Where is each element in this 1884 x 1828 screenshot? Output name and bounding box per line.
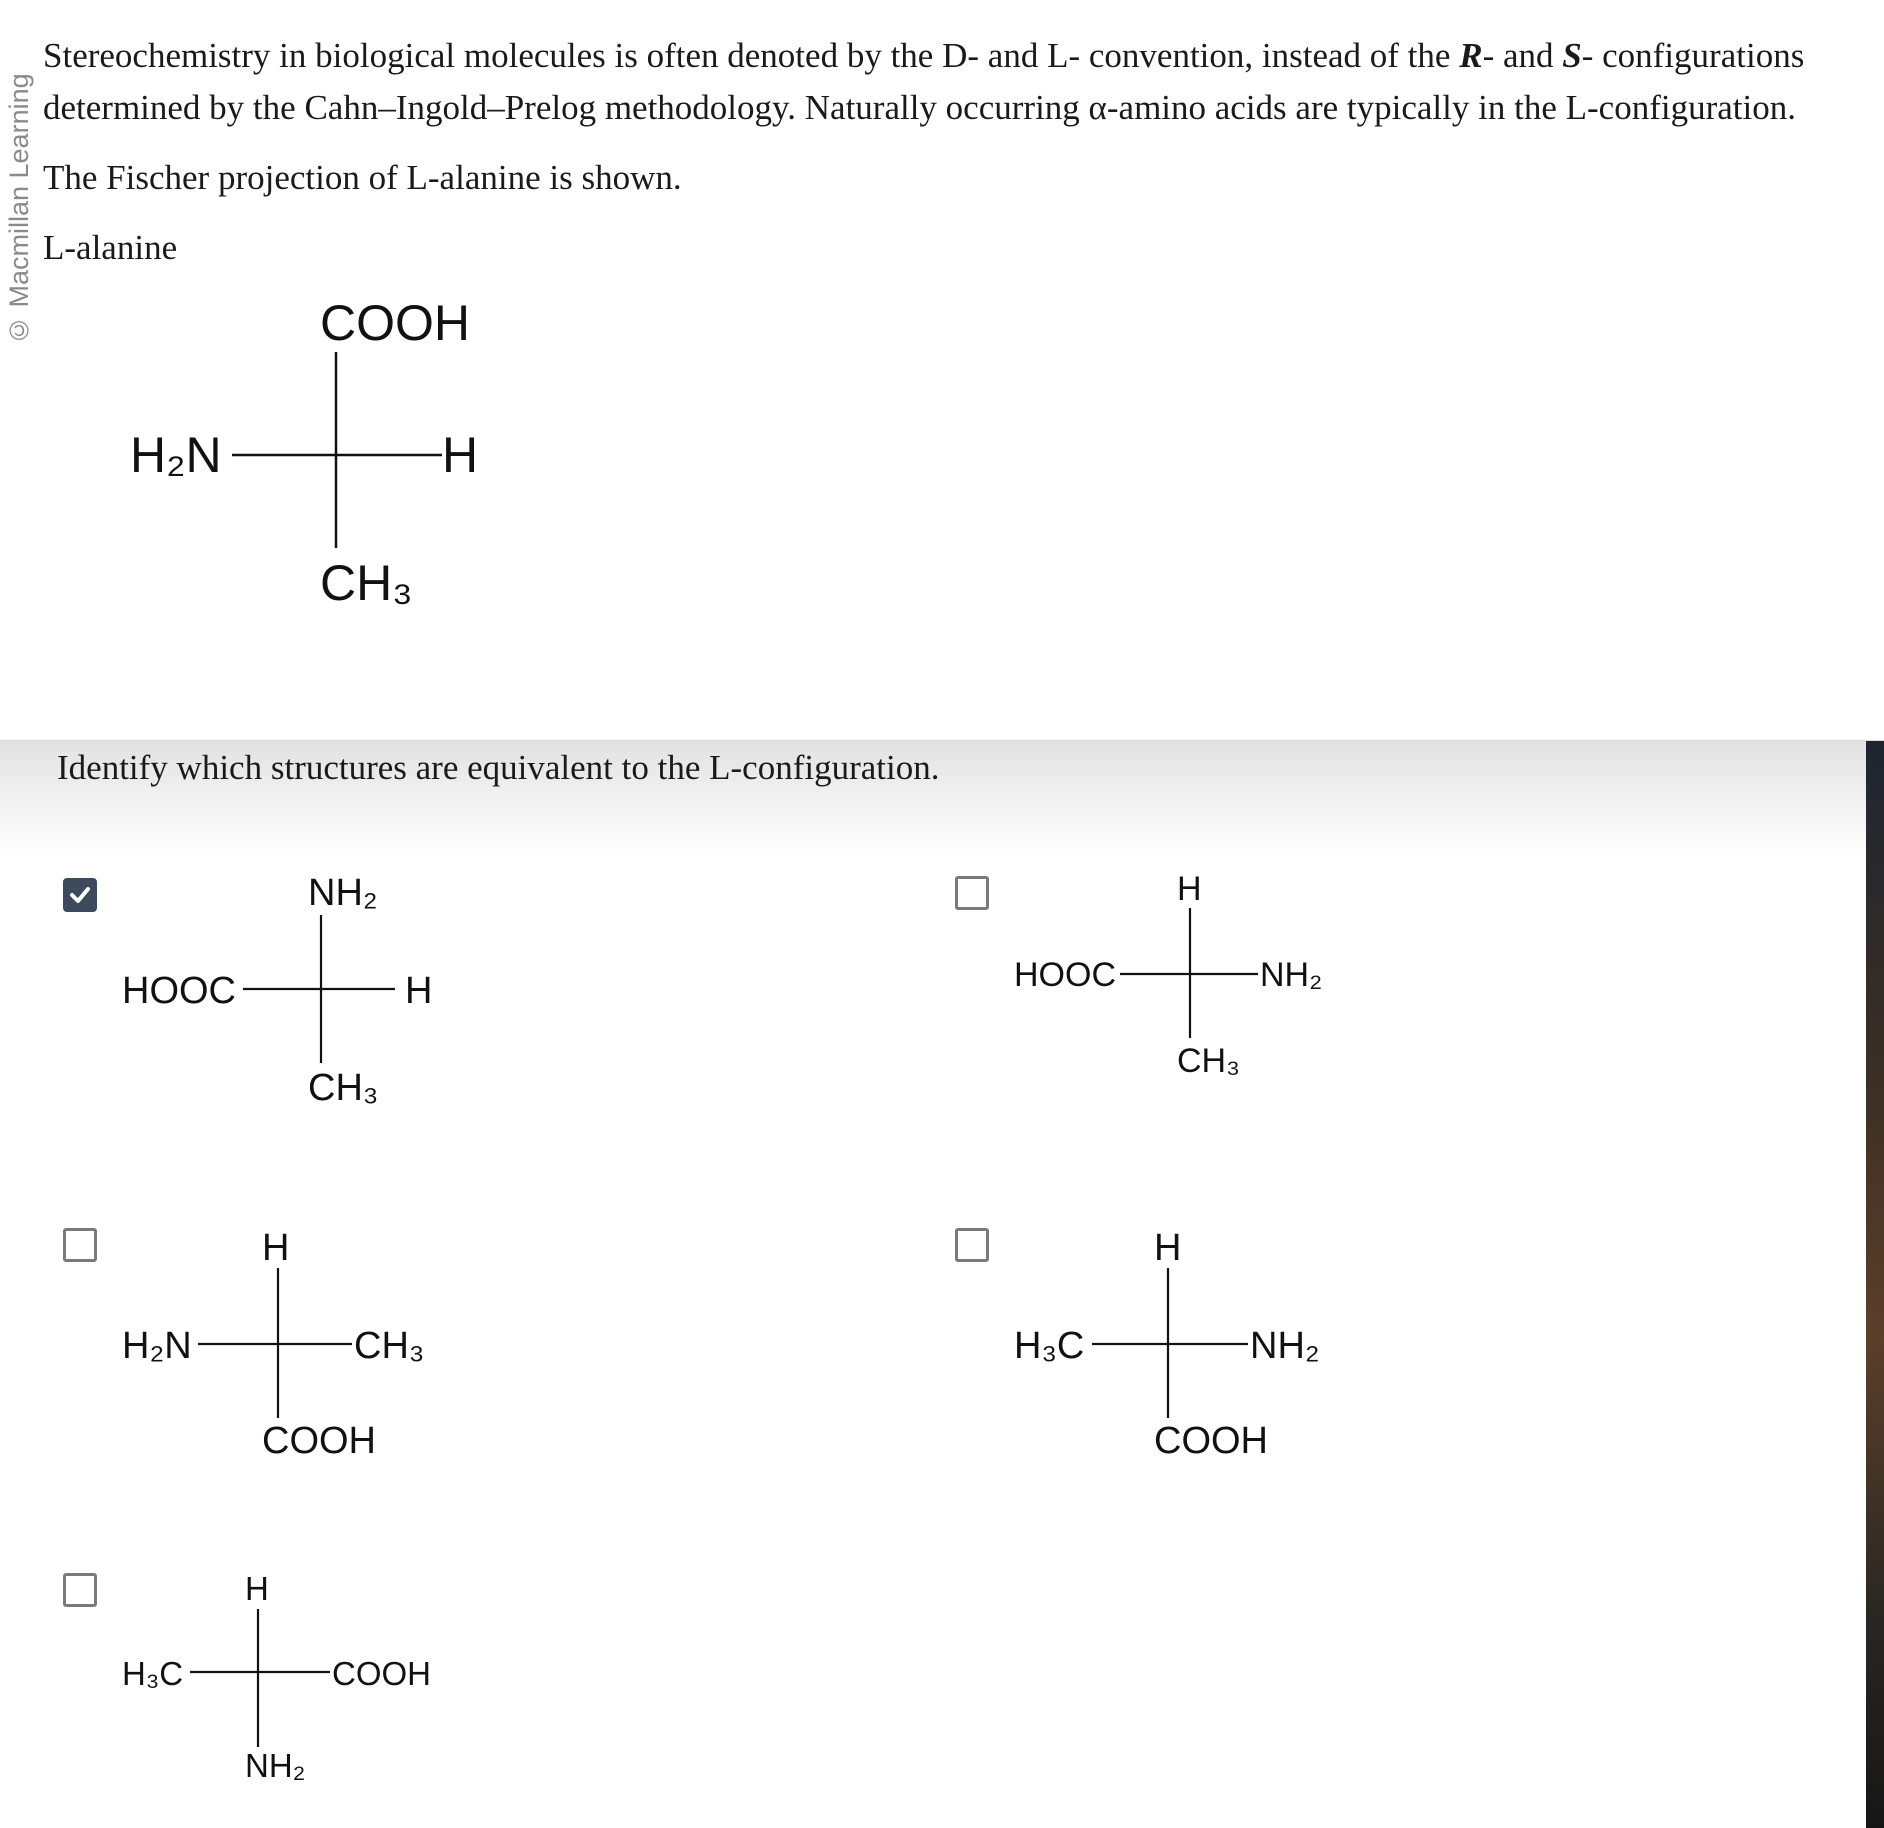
substituent-bottom: COOH <box>262 1420 376 1460</box>
option-c-structure[interactable] <box>120 1220 460 1460</box>
substituent-left: HOOC <box>122 970 236 1012</box>
option-d-structure[interactable] <box>1012 1220 1352 1460</box>
option-d-checkbox[interactable] <box>955 1228 989 1262</box>
substituent-left: HOOC <box>1014 956 1116 994</box>
question-stem-panel <box>0 0 1884 741</box>
intro-text <box>43 30 1853 274</box>
background-strip <box>1866 741 1884 1828</box>
copyright-watermark: © Macmillan Learning <box>4 73 34 345</box>
substituent-left: H₃C <box>1014 1325 1085 1367</box>
option-b-checkbox[interactable] <box>955 876 989 910</box>
substituent-bottom: CH₃ <box>320 555 413 611</box>
substituent-bottom: COOH <box>1154 1420 1268 1460</box>
option-b-structure[interactable] <box>1012 868 1352 1098</box>
substituent-right: NH₂ <box>1250 1325 1320 1367</box>
intro-paragraph-2: The Fischer projection of L-alanine is shown. <box>43 158 682 197</box>
substituent-right: H <box>405 970 433 1012</box>
checkmark-icon <box>69 884 91 906</box>
substituent-right: NH₂ <box>1260 956 1323 994</box>
question-prompt: Identify which structures are equivalent to the L-configuration. <box>57 748 940 787</box>
substituent-bottom: CH₃ <box>1177 1042 1240 1080</box>
reference-fischer-projection <box>120 290 520 630</box>
substituent-left: H₂N <box>122 1325 192 1367</box>
option-a-checkbox[interactable] <box>63 878 97 912</box>
option-e-checkbox[interactable] <box>63 1573 97 1607</box>
intro-paragraph-1: Stereochemistry in biological molecules is often denoted by the D- and L- convention, instead of the R- and S- configurations determined by the Cahn–Ingold–Prelog methodology. Naturally occurring α-amino acids are typically in the L-configuration. <box>43 36 1805 127</box>
substituent-left: H₂N <box>130 427 222 483</box>
substituent-left: H₃C <box>122 1655 184 1692</box>
substituent-top: H <box>245 1570 269 1607</box>
substituent-bottom: NH₂ <box>245 1747 306 1784</box>
molecule-label: L-alanine <box>43 228 178 267</box>
substituent-bottom: CH₃ <box>308 1067 379 1109</box>
substituent-top: H <box>1177 870 1202 908</box>
option-a-structure[interactable] <box>120 865 460 1125</box>
substituent-right: CH₃ <box>354 1325 425 1367</box>
substituent-top: H <box>1154 1227 1182 1269</box>
substituent-top: COOH <box>320 295 470 351</box>
substituent-right: COOH <box>332 1655 431 1692</box>
substituent-right: H <box>442 427 479 483</box>
option-c-checkbox[interactable] <box>63 1228 97 1262</box>
option-e-structure[interactable] <box>120 1565 460 1795</box>
substituent-top: NH₂ <box>308 872 378 914</box>
substituent-top: H <box>262 1227 290 1269</box>
